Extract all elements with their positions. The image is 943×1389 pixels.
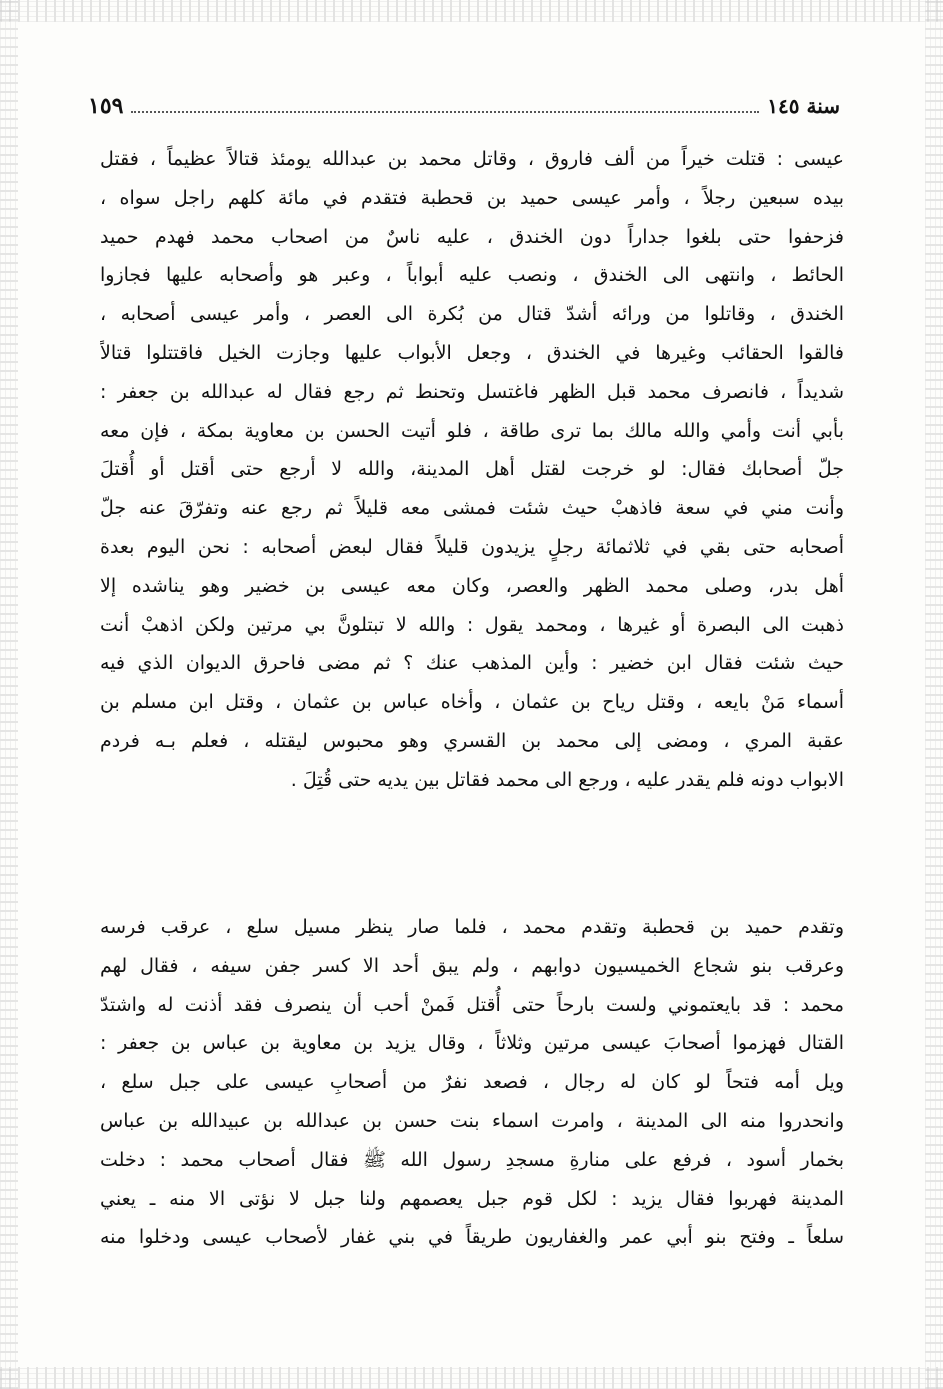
decorative-border-left [0, 0, 18, 1389]
decorative-border-bottom [0, 1367, 943, 1389]
text-line: وانحدروا منه الى المدينة ، وامرت اسماء بنت حسن بن عبدالله بن عبيدالله بن عباس [100, 1109, 844, 1132]
text-line: أسماء مَنْ بايعه ، وقتل رياح بن عثمان ، وأخاه عباس بن عثمان ، وقتل ابن مسلم بن [100, 691, 844, 714]
text-line: ذهبت الى البصرة أو غيرها ، ومحمد يقول : والله لا تبتلونَّ بي مرتين ولكن اذهبْ أنت [100, 613, 844, 636]
decorative-border-top [0, 0, 943, 22]
text-line: أصحابه حتى بقي في ثلاثمائة رجلٍ يزيدون قليلاً فقال لبعض أصحابه : نحن اليوم بعدة [100, 535, 844, 558]
text-line: الحائط ، وانتهى الى الخندق ، ونصب عليه أبواباً ، وعبر هو وأصحابه عليها فجازوا [100, 264, 844, 287]
text-line: أهل بدر، وصلى محمد الظهر والعصر، وكان معه عيسى بن خضير وهو يناشده إلا [100, 574, 844, 597]
header-year: سنة ١٤٥ [767, 94, 840, 118]
text-line: وأنت مني في سعة فاذهبْ حيث شئت فمشى معه قليلاً ثم رجع عنه وتفرّقَ عنه جلّ [100, 497, 844, 520]
text-line: بخمار أسود ، فرفع على منارةِ مسجدِ رسول الله ﷺ فقال أصحاب محمد : دخلت [100, 1148, 844, 1171]
text-line: بأبي أنت وأمي والله مالك بما ترى طاقة ، فلو أتيت الحسن بن معاوية بمكة ، فإن معه [100, 419, 844, 442]
text-line: محمد : قد بايعتموني ولست بارحاً حتى أُقتل فَمنْ أحب أن ينصرف فقد أذنت له واشتدّ [100, 993, 844, 1016]
text-line: شديداً ، فانصرف محمد قبل الظهر فاغتسل وتحنط ثم رجع فقال له عبدالله بن جعفر : [100, 380, 844, 403]
text-line: القتال فهزموا أصحابَ عيسى مرتين وثلاثاً ، وقال يزيد بن معاوية بن عباس بن جعفر : [100, 1032, 844, 1055]
decorative-border-right [925, 0, 943, 1389]
text-line: وتقدم حميد بن قحطبة وتقدم محمد ، فلما صار ينظر مسيل سلع ، عرقب فرسه [100, 916, 844, 938]
text-line: حيث شئت فقال ابن خضير : وأين المذهب عنك ؟ ثم مضى فاحرق الديوان الذي فيه [100, 652, 844, 675]
page-number: ١٥٩ [88, 93, 124, 119]
paragraph-1 [100, 140, 844, 800]
paragraph-2 [100, 908, 844, 1257]
text-line: ويل أمه فتحاً لو كان له رجال ، فصعد نفرٌ من أصحابِ عيسى على جبل سلع ، [100, 1071, 844, 1094]
text-line: الابواب دونه فلم يقدر عليه ، ورجع الى محمد فقاتل بين يديه حتى قُتِلَ . [290, 768, 844, 791]
text-line: فالقوا الحقائب وغيرها في الخندق ، وجعل الأبواب عليها وجازت الخيل فاقتتلوا قتالاً [100, 341, 844, 364]
text-line: سلعاً ـ وفتح بنو أبي عمر والغفاريون طريقاً في بني غفار لأصحاب عيسى ودخلوا منه [100, 1226, 844, 1249]
text-line: الخندق ، وقاتلوا من ورائه أشدّ قتال من بُكرة الى العصر ، وأمر عيسى أصحابه ، [100, 303, 844, 326]
text-line: فزحفوا حتى بلغوا جداراً دون الخندق ، عليه ناسٌ من اصحاب محمد فهدم حميد [100, 225, 844, 248]
header-dotted-leader [131, 99, 759, 113]
text-line: عقبة المري ، ومضى إلى محمد بن القسري وهو محبوس ليقتله ، فعلم بـه فردم [100, 729, 844, 752]
text-line: وعرقب بنو شجاع الخميسيون دوابهم ، ولم يبق أحد الا كسر جفن سيفه ، فقال لهم [100, 954, 844, 977]
text-line: جلّ أصحابك فقال: لو خرجت لقتل أهل المدينة، والله لا أرجع حتى أقتل أو أُقتلَ [100, 458, 844, 481]
text-line: المدينة فهربوا فقال يزيد : لكل قوم جبل يعصمهم ولنا جبل لا نؤتى الا منه ـ يعني [100, 1187, 844, 1210]
running-header [88, 86, 840, 126]
text-line: بيده سبعين رجلاً ، وأمر عيسى حميد بن قحطبة فتقدم في مائة كلهم راجل سواه ، [100, 186, 844, 209]
text-line: عيسى : قتلت خيراً من ألف فاروق ، وقاتل محمد بن عبدالله يومئذ قتالاً عظيماً ، فقتل [100, 148, 844, 170]
